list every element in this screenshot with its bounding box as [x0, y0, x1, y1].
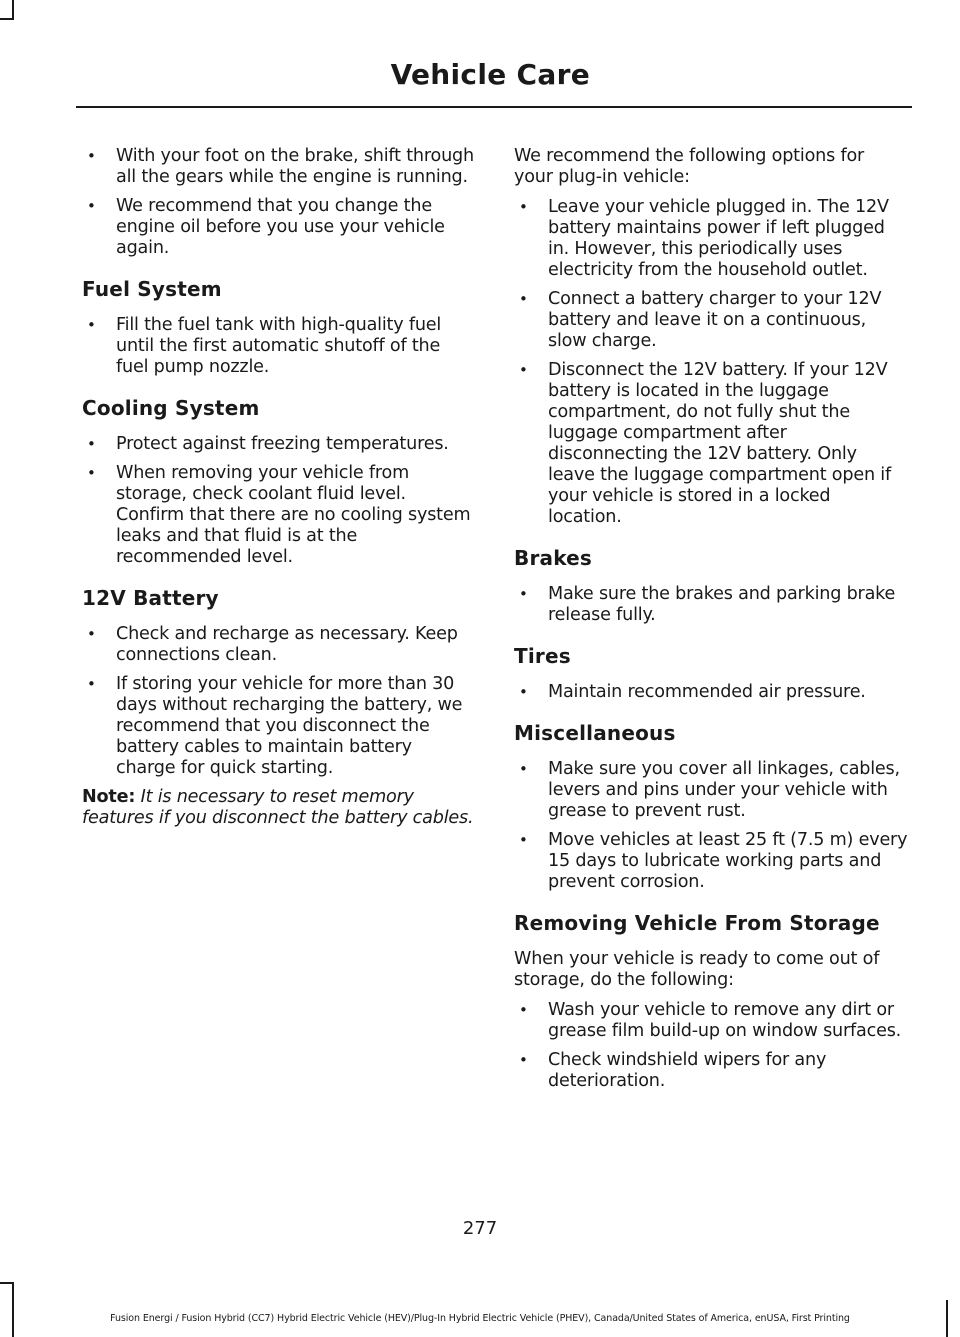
bullet-icon: •	[519, 831, 528, 849]
section-heading-12v-battery: 12V Battery	[82, 586, 219, 610]
crop-mark-top-left-vertical	[12, 0, 14, 18]
cooling-system-bullet-list	[82, 434, 474, 568]
right-column	[514, 146, 908, 1100]
bullet-icon: •	[87, 625, 96, 643]
list-item: • Check windshield wipers for any deterioration.	[519, 1050, 827, 1091]
bullet-icon: •	[519, 1051, 528, 1069]
bullet-icon: •	[519, 198, 528, 216]
list-item: • Disconnect the 12V battery. If your 12V battery is located in the luggage compartment, do not fully shut the luggage compartment after disconnecting the 12V battery. Only leave the luggage compartment open if your vehicle is stored in a locked location.	[519, 360, 891, 527]
intro-bullet-list	[82, 146, 474, 259]
section-heading-fuel-system: Fuel System	[82, 277, 222, 301]
battery-note	[82, 787, 474, 829]
list-item: • Connect a battery charger to your 12V battery and leave it on a continuous, slow charge.	[519, 289, 882, 351]
bullet-icon: •	[519, 683, 528, 701]
bullet-icon: •	[519, 290, 528, 308]
list-item: • Maintain recommended air pressure.	[519, 682, 866, 702]
bullet-icon: •	[87, 435, 96, 453]
section-heading-removing-from-storage: Removing Vehicle From Storage	[514, 911, 880, 935]
bullet-icon: •	[87, 147, 96, 165]
brakes-bullet-list	[514, 584, 908, 626]
bullet-icon: •	[519, 361, 528, 379]
plug-in-intro: We recommend the following options for your plug-in vehicle:	[514, 146, 865, 187]
bullet-icon: •	[87, 464, 96, 482]
footer-text: Fusion Energi / Fusion Hybrid (CC7) Hybrid Electric Vehicle (HEV)/Plug-In Hybrid Electric Vehicle (PHEV), Canada/United States of America, enUSA, First Printing	[110, 1313, 850, 1324]
list-item: • Wash your vehicle to remove any dirt or grease film build-up on window surfaces.	[519, 1000, 902, 1041]
section-heading-cooling-system: Cooling System	[82, 396, 260, 420]
section-heading-tires: Tires	[514, 644, 571, 668]
note-label: Note:	[82, 787, 136, 807]
list-item: • Move vehicles at least 25 ft (7.5 m) every 15 days to lubricate working parts and prevent corrosion.	[519, 830, 908, 892]
tires-bullet-list	[514, 682, 908, 703]
fuel-system-bullet-list	[82, 315, 474, 378]
list-item: • We recommend that you change the engine oil before you use your vehicle again.	[87, 196, 445, 258]
plug-in-bullet-list	[514, 197, 908, 528]
note-text: It is necessary to reset memory features if you disconnect the battery cables.	[82, 787, 474, 828]
battery-bullet-list	[82, 624, 474, 779]
left-column	[82, 146, 474, 838]
crop-mark-bottom-left-horizontal	[0, 1282, 14, 1284]
removing-bullet-list	[514, 1000, 908, 1092]
list-item: • Protect against freezing temperatures.	[87, 434, 449, 454]
list-item: • Make sure the brakes and parking brake release fully.	[519, 584, 896, 625]
crop-mark-top-left-horizontal	[0, 18, 14, 20]
header-divider	[76, 106, 912, 108]
bullet-icon: •	[519, 1001, 528, 1019]
bullet-icon: •	[87, 197, 96, 215]
list-item: • Leave your vehicle plugged in. The 12V battery maintains power if left plugged in. However, this periodically uses electricity from the household outlet.	[519, 197, 889, 280]
section-heading-miscellaneous: Miscellaneous	[514, 721, 676, 745]
bullet-icon: •	[519, 760, 528, 778]
removing-intro: When your vehicle is ready to come out of storage, do the following:	[514, 949, 880, 990]
page-title: Vehicle Care	[390, 58, 590, 91]
bullet-icon: •	[87, 675, 96, 693]
bullet-icon: •	[87, 316, 96, 334]
list-item: • Fill the fuel tank with high-quality fuel until the first automatic shutoff of the fuel pump nozzle.	[87, 315, 442, 377]
bullet-icon: •	[519, 585, 528, 603]
list-item: • If storing your vehicle for more than 30 days without recharging the battery, we recommend that you disconnect the battery cables to maintain battery charge for quick starting.	[87, 674, 463, 778]
crop-mark-bottom-left-vertical	[12, 1282, 14, 1337]
section-heading-brakes: Brakes	[514, 546, 593, 570]
list-item: • With your foot on the brake, shift through all the gears while the engine is running.	[87, 146, 474, 187]
list-item: • Make sure you cover all linkages, cables, levers and pins under your vehicle with grease to prevent rust.	[519, 759, 900, 821]
page-number: 277	[462, 1218, 498, 1239]
list-item: • Check and recharge as necessary. Keep connections clean.	[87, 624, 458, 665]
list-item: • When removing your vehicle from storage, check coolant fluid level. Confirm that there are no cooling system leaks and that fluid is at the recommended level.	[87, 463, 471, 567]
miscellaneous-bullet-list	[514, 759, 908, 893]
